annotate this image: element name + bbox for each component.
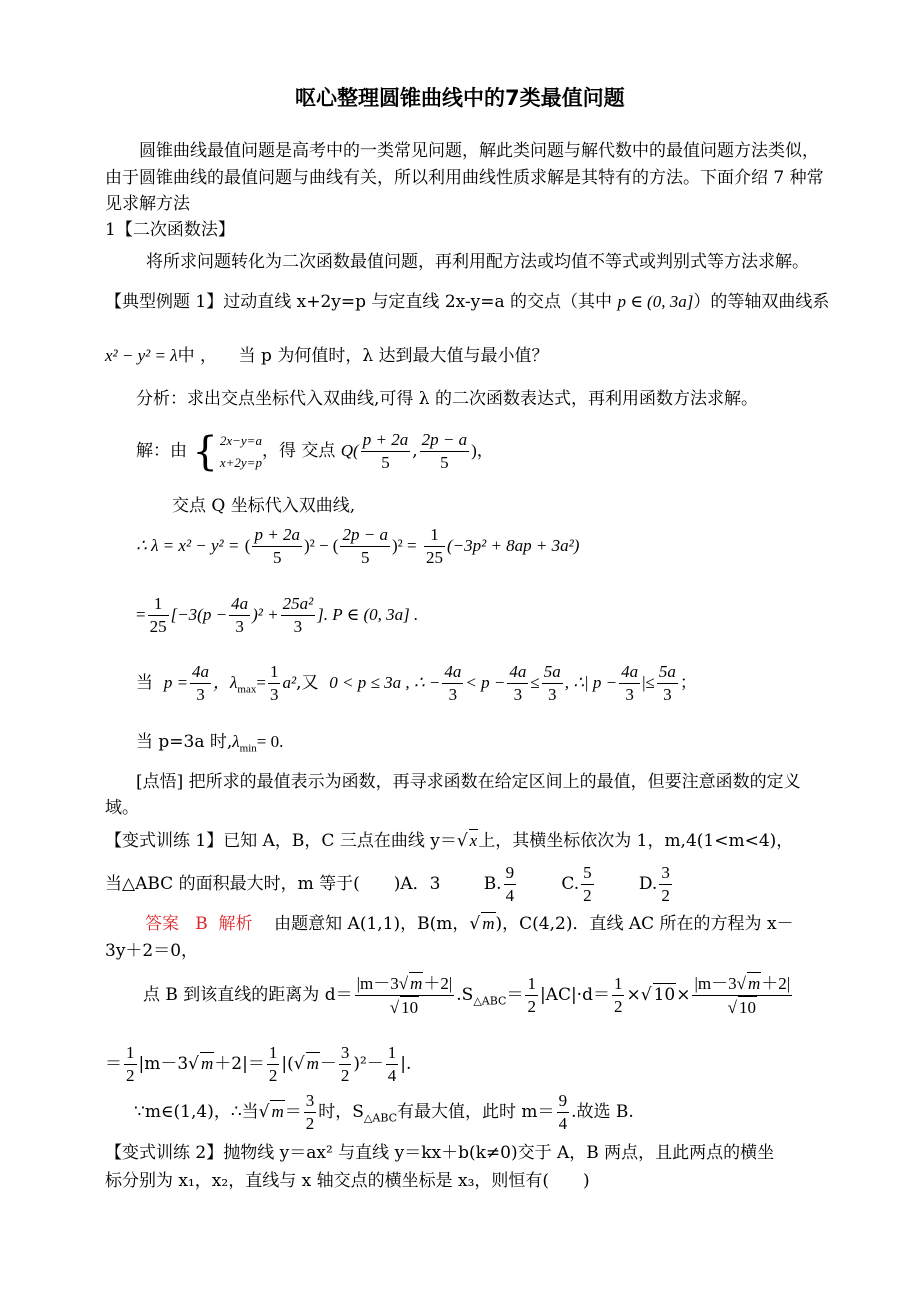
fraction [612,973,625,1018]
fraction [525,973,538,1018]
text: 抛物线 y＝ax² 与直线 y＝kx＋b(k≠0)交于 A，B 两点，且此两点的横坐 [223,1143,775,1163]
fraction [268,661,281,706]
answer-line-1: 答案 B 解析 由题意知 A(1,1)，B(m，√ m)，C(4,2)．直线 AC 所在的方程为 x－ [145,914,794,934]
numerator: 9 [504,862,517,885]
denominator: 2 [305,1114,315,1133]
completed-square [136,593,418,638]
question-part-1: 中 ， [177,346,217,366]
analysis-label: 解析 [218,914,253,934]
numerator: 1 [612,973,625,996]
system-eq-2: x+2y=p [219,454,262,470]
numerator: 5a [542,661,563,684]
denominator: 2 [268,1066,278,1085]
numerator: 2p − a [420,429,469,452]
numerator: 1 [424,524,445,547]
section-text: 将所求问题转化为二次函数最值问题，再利用配方法或均值不等式或判别式等方法求解。 [146,252,809,272]
text: ∵m∈(1,4)，∴当 [134,1102,259,1122]
denominator: 3 [663,685,672,704]
option-d: D. [638,874,658,894]
text: 由题意知 A(1,1)，B(m， [274,914,470,934]
fraction-x [361,429,410,474]
text: 时，S [318,1102,364,1122]
fraction [442,661,463,706]
operator: )² − ( [303,536,339,555]
radicand: m [410,974,423,993]
text: .故选 B. [571,1102,634,1122]
fraction [507,661,528,706]
denominator: 3 [625,685,634,704]
fraction [304,1090,317,1135]
numerator: ＋2| [423,974,453,993]
numerator: 1 [267,1042,280,1065]
numerator: 3 [659,862,672,885]
text: .S [456,985,474,1005]
operator: = [136,605,146,624]
denominator: 25 [425,548,443,567]
question-part-3: λ 达到最大值与最小值？ [362,346,549,366]
answer-value: B [195,914,208,934]
operator: ≤ [530,673,540,692]
text: 当 [136,673,153,693]
fraction-y [420,429,469,474]
denominator: 3 [293,617,303,636]
substitute-text: 交点 Q 坐标代入双曲线, [172,496,356,516]
text: 当△ABC 的面积最大时，m 等于( )A．3 [105,874,441,894]
numerator: 4a [190,661,211,684]
text: ,又 [296,673,319,693]
question-part-2: 当 p 为何值时， [238,346,363,366]
text: |m－3 [138,1054,189,1074]
text: 上，其横坐标依次为 1，m,4(1<m<4)， [478,831,794,851]
numerator: 2p − a [340,524,389,547]
denominator: 4 [505,886,515,905]
exercise-2-line-2: 标分别为 x₁，x₂，直线与 x 轴交点的横坐标是 x₃，则恒有( ) [105,1171,590,1191]
text: 有最大值，此时 m＝ [397,1102,555,1122]
radicand: 10 [401,998,419,1017]
numerator: 4a [619,661,640,684]
exercise-1-line-1: 【变式训练 1】已知 A，B，C 三点在曲线 y＝√ x上，其横坐标依次为 1，m,4(1<m<4)， [105,831,794,851]
solution-line-1: 解：由 { 2x−y=a x+2y=p ，得 交点 Q( $\frac{p + 2a}{5}$ , $\frac{2p - a}{5}$ )， [136,428,494,475]
expression: ]. P ∈ (0, 3a] . [317,605,419,624]
expression: ，λ [213,673,238,692]
fraction [619,661,640,706]
text: 已知 A，B，C 三点在曲线 y＝ [223,831,457,851]
text: ＝ [506,985,524,1005]
example-label: 【典型例题 1】 [105,292,224,312]
text: |( [281,1054,294,1074]
intro-line-1: 圆锥曲线最值问题是高考中的一类常见问题，解此类问题与解代数中的最值问题方法类似， [139,141,819,161]
numerator: ＋2| [761,974,791,993]
text: ＋2|＝ [214,1054,265,1074]
numerator: 1 [148,593,169,616]
exercise-1-line-2 [105,862,674,907]
denominator: 2 [126,1066,135,1085]
radicand: m [306,1054,319,1073]
numerator: 5 [581,862,594,885]
analysis: 分析：求出交点坐标代入双曲线,可得 λ 的二次函数表达式，再利用函数方法求解。 [136,389,758,409]
denominator: 5 [360,548,370,567]
radicand: m [747,974,761,993]
denominator: 5 [381,453,390,472]
numerator: 3 [304,1090,317,1113]
text: )，C(4,2)．直线 AC 所在的方程为 x－ [495,914,794,934]
fraction [657,661,678,706]
denominator: 5 [440,453,449,472]
numerator: p + 2a [252,524,301,547]
fraction [339,1042,352,1087]
example-condition: p ∈ (0, 3a] [617,292,694,311]
radicand: m [271,1102,284,1121]
denominator: 2 [527,997,536,1016]
denominator: 4 [387,1066,397,1085]
numerator: 1 [124,1042,137,1065]
lambda: λ [232,732,240,751]
expression: , ∴| p − [564,673,618,692]
intro-line-2: 由于圆锥曲线的最值问题与曲线有关，所以利用曲线性质求解是其特有的方法。下面介绍 7 种常 [105,168,824,188]
polynomial: (−3p² + 8ap + 3a²) [446,536,580,555]
point-q: Q( [340,441,359,460]
text: × [626,985,641,1005]
paren: ( [244,536,251,555]
text: |AC|·d＝ [539,985,610,1005]
numerator: 4a [442,661,463,684]
text: ＝ [284,1102,302,1122]
numerator: |m－3 [356,974,399,993]
fraction [124,1042,137,1087]
expression: 0 < p ≤ 3a , ∴ − [329,673,441,692]
answer-line-2: 3y＋2＝0， [105,941,199,961]
fraction [340,524,389,569]
min-condition [136,731,283,753]
fraction [659,862,672,907]
denominator: 3 [269,685,279,704]
expression: = 0. [256,732,284,751]
operator: |≤ [642,673,655,692]
fraction [424,524,445,569]
subscript: △ABC [363,1111,398,1125]
area-expression: ＝ $\frac{1}{2}$ |m－3√ m＋2|＝ $\frac{1}{2}$ |(√ m－ $\frac{3}{2}$ )²－ $\frac{1}{4}$ |. [105,1043,412,1085]
remark-line-1: [点悟] 把所求的最值表示为函数，再寻求函数在给定区间上的最值，但要注意函数的定义 [136,772,801,792]
distance-fraction: $\frac{|m-3√ m+2|}{√ 10}$ [356,974,453,1017]
option-c: C. [561,874,580,894]
radicand: x [469,831,478,850]
numerator: |m－3 [694,974,737,993]
system-brace: { [192,428,218,475]
expression: )² + [252,605,279,624]
numerator: 5a [657,661,678,684]
remark-line-2: 域。 [105,798,139,818]
solution-mid: ，得 交点 [261,441,336,461]
conclusion-line: ∵m∈(1,4)，∴当√ m＝ $\frac{3}{2}$ 时，$S_{\triangle ABC}$有最大值，此时 m＝ $\frac{9}{4}$ .故选 B. [134,1091,634,1133]
radicand: 10 [738,998,756,1017]
intro-line-3: 见求解方法 [105,194,190,214]
solution-prefix: 解：由 [136,441,187,461]
denominator: 3 [448,685,458,704]
fraction [267,1042,280,1087]
example-1 [105,291,829,313]
answer-label: 答案 [145,914,179,934]
denominator: 3 [235,617,244,636]
fraction [148,593,169,638]
denominator: 3 [513,685,523,704]
numerator: 1 [386,1042,399,1065]
distance-fraction: $\frac{|m-3√ m+2|}{√ 10}$ [694,974,791,1017]
denominator: 4 [558,1114,568,1133]
numerator: 4a [507,661,528,684]
fraction [557,1090,570,1135]
text: 当 p=3a 时, [136,732,233,752]
denominator: 2 [613,997,623,1016]
denominator: 3 [196,685,205,704]
radicand: m [201,1054,214,1073]
section-heading: 1【二次函数法】 [105,220,235,240]
page-title: 呕心整理圆锥曲线中的7类最值问题 [295,86,625,110]
text: － [319,1054,337,1074]
fraction [504,862,517,907]
fraction [581,862,594,907]
fraction [542,661,563,706]
numerator: 3 [339,1042,352,1065]
system-eq-1: 2x−y=a [219,432,262,448]
hyperbola-equation: x² − y² = λ [105,346,178,365]
max-condition [136,661,697,706]
option-b: B. [483,874,502,894]
solution-end: )， [471,441,494,460]
denominator: 2 [583,886,592,905]
denominator: 25 [149,617,167,636]
exercise-label: 【变式训练 1】 [105,831,224,851]
radicand: 10 [653,985,676,1005]
exercise-2-line-1 [105,1142,774,1164]
denominator: 2 [661,886,670,905]
subscript: max [237,683,257,696]
fraction [229,593,250,638]
exercise-label: 【变式训练 2】 [105,1143,224,1163]
text: 点 B 到该直线的距离为 d＝ [143,985,353,1005]
operator: = [256,673,266,692]
distance-line: 点 B 到该直线的距离为 d＝ $\frac{|m-3√ m+2|}{√ 10}$ $.S_{\triangle ABC}=$ $\frac{1}{2}$ |AC|·d＝ $\frac{1}{2}$ ×√ 10× $\frac{|m-3√ m+2|}{√ 10}$ [143,974,791,1017]
lambda-lhs: ∴ λ = x² − y² = [136,536,240,555]
numerator: 25a² [281,593,316,616]
numerator: 1 [268,661,281,684]
denominator: 3 [547,685,557,704]
operator: )² = [391,536,417,555]
radicand: m [482,914,495,933]
example-text-2: ）的等轴双曲线系 [693,292,830,312]
denominator: 5 [272,548,282,567]
fraction [190,661,211,706]
expression: < p − [465,673,506,692]
fraction [252,524,301,569]
expression: [−3(p − [170,605,228,624]
example-1-question [105,345,549,367]
subscript: △ABC [473,994,507,1008]
text: )²－ [353,1054,384,1074]
example-text: 过动直线 x+2y=p 与定直线 2x-y=a 的交点（其中 [223,292,613,312]
denominator: 2 [340,1066,350,1085]
lambda-expansion [136,524,579,569]
fraction [386,1042,399,1087]
text: ； [679,673,697,693]
text: |. [400,1054,412,1074]
text: × [676,985,691,1005]
expression: p = [163,673,189,692]
fraction [281,593,316,638]
numerator: 4a [229,593,250,616]
numerator: 1 [525,973,538,996]
numerator: 9 [557,1090,570,1113]
expression: a² [282,673,297,692]
subscript: min [239,742,257,755]
numerator: p + 2a [361,429,410,452]
text: ＝ [105,1054,122,1074]
equation-system [220,430,262,474]
